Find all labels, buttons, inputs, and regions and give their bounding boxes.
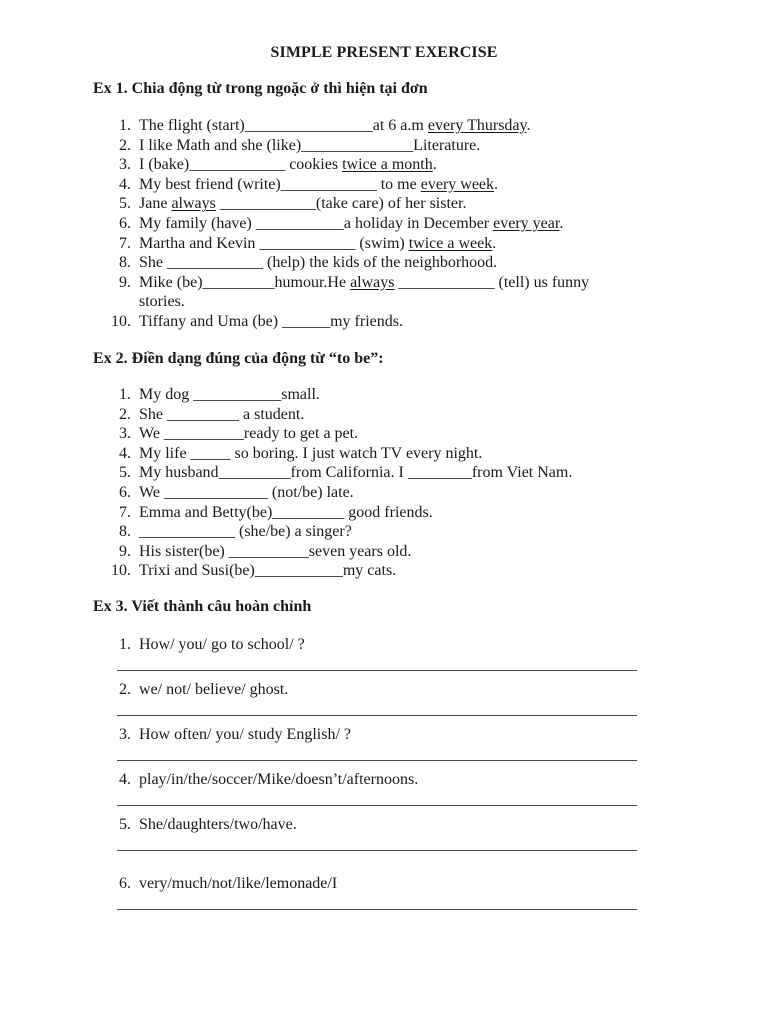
underlined-phrase: twice a week [408, 234, 493, 252]
item-number: 5. [119, 816, 131, 833]
item-text [139, 116, 659, 136]
item-text: She/daughters/two/have. [139, 816, 297, 833]
list-item [93, 873, 693, 895]
text-segment: . [559, 214, 564, 232]
item-number: 3. [119, 726, 131, 743]
list-item [93, 424, 693, 444]
item-text [139, 273, 659, 312]
item-text [139, 155, 659, 175]
item-text: play/in/the/soccer/Mike/doesn’t/afternoons. [139, 771, 419, 788]
list-item [93, 234, 693, 254]
item-number: 9. [119, 542, 131, 560]
page-title: SIMPLE PRESENT EXERCISE [270, 44, 498, 61]
item-number: 8. [119, 523, 131, 541]
list-item [93, 561, 693, 581]
text-segment: The flight (start)________________at 6 a.m [139, 117, 428, 134]
answer-line: _________________________________________________________________ [117, 701, 637, 718]
item-text [139, 214, 659, 234]
item-text: How/ you/ go to school/ ? [139, 636, 305, 653]
text-segment: I like Math and she (like)______________Literature. [139, 136, 481, 154]
item-text: My dog ___________small. [139, 386, 320, 403]
text-segment: My best friend (write)____________ to me [139, 175, 421, 193]
ex1-heading: Ex 1. Chia động từ trong ngoặc ở thì hiện tại đơn [93, 80, 428, 97]
list-item [93, 175, 693, 195]
list-item [93, 814, 693, 836]
text-segment: Martha and Kevin ____________ (swim) [139, 234, 409, 252]
list-item [93, 155, 693, 175]
text-segment: Tiffany and Uma (be) ______my friends. [139, 312, 403, 330]
list-item [93, 136, 693, 156]
list-item [93, 385, 693, 405]
list-item [93, 463, 693, 483]
underlined-phrase: twice a month [342, 156, 433, 174]
list-item [93, 724, 693, 746]
text-segment: . [494, 175, 499, 193]
item-number: 3. [119, 156, 131, 174]
list-item [93, 312, 693, 332]
list-item [93, 483, 693, 503]
item-number: 5. [119, 195, 131, 213]
text-segment: Jane [139, 195, 172, 213]
item-number: 2. [119, 681, 131, 698]
item-number: 8. [119, 254, 131, 272]
item-text [139, 136, 659, 156]
list-item [93, 542, 693, 562]
item-text [139, 175, 659, 195]
list-item [93, 194, 693, 214]
item-number: 9. [119, 273, 131, 291]
item-text: We _____________ (not/be) late. [139, 483, 354, 501]
item-number: 7. [119, 503, 131, 521]
ex3-heading: Ex 3. Viết thành câu hoàn chỉnh [93, 598, 312, 615]
item-number: 10. [111, 312, 131, 330]
item-text: we/ not/ believe/ ghost. [139, 681, 289, 698]
item-number: 7. [119, 234, 131, 252]
item-text: Emma and Betty(be)_________ good friends. [139, 503, 433, 521]
list-item [93, 503, 693, 523]
ex3-list [93, 634, 693, 918]
item-text: My life _____ so boring. I just watch TV every night. [139, 444, 483, 462]
item-text [139, 253, 659, 273]
underlined-phrase: every week [420, 175, 495, 193]
underlined-phrase: always [171, 195, 216, 213]
item-text [139, 194, 659, 214]
list-item [93, 679, 693, 701]
item-number: 10. [111, 562, 131, 580]
list-item [93, 522, 693, 542]
text-segment: . [526, 117, 531, 134]
item-text: She _________ a student. [139, 405, 305, 423]
list-item [93, 769, 693, 791]
text-segment: ____________(take care) of her sister. [215, 195, 467, 213]
item-number: 6. [119, 875, 131, 892]
underlined-phrase: every year [493, 214, 560, 232]
item-number: 6. [119, 214, 131, 232]
list-item [93, 405, 693, 425]
item-number: 5. [119, 464, 131, 482]
item-number: 2. [119, 136, 131, 154]
item-number: 4. [119, 771, 131, 788]
item-text: Trixi and Susi(be)___________my cats. [139, 562, 397, 580]
list-item [93, 273, 693, 312]
text-segment: ____________ (tell) us funny stories. [139, 273, 590, 311]
answer-line: _________________________________________________________________ [117, 656, 637, 673]
list-item [93, 253, 693, 273]
answer-line: _________________________________________________________________ [117, 836, 637, 853]
item-number: 3. [119, 425, 131, 443]
item-text: ____________ (she/be) a singer? [139, 523, 352, 541]
item-number: 1. [119, 117, 131, 134]
list-item [93, 214, 693, 234]
ex2-list [93, 385, 693, 581]
answer-line: _________________________________________________________________ [117, 791, 637, 808]
item-number: 2. [119, 405, 131, 423]
item-text: How often/ you/ study English/ ? [139, 726, 351, 743]
text-segment: She ____________ (help) the kids of the neighborhood. [139, 254, 498, 272]
item-text: very/much/not/like/lemonade/I [139, 875, 338, 892]
answer-line: _________________________________________________________________ [117, 746, 637, 763]
item-text: We __________ready to get a pet. [139, 425, 359, 443]
item-text: His sister(be) __________seven years old. [139, 542, 412, 560]
ex2-heading: Ex 2. Điền dạng đúng của động từ “to be”: [93, 350, 384, 367]
ex1-list [93, 116, 693, 332]
text-segment: I (bake)____________ cookies [139, 156, 343, 174]
list-item [93, 444, 693, 464]
answer-line: _________________________________________________________________ [117, 895, 637, 912]
item-number: 6. [119, 483, 131, 501]
item-text [139, 312, 659, 332]
underlined-phrase: always [350, 273, 395, 291]
underlined-phrase: every Thursday [427, 117, 527, 134]
list-item [93, 634, 693, 656]
text-segment: My family (have) ___________a holiday in December [139, 214, 494, 232]
item-number: 4. [119, 444, 131, 462]
list-item [93, 116, 693, 136]
item-number: 1. [119, 386, 131, 403]
text-segment: Mike (be)_________humour.He [139, 273, 351, 291]
item-text: My husband_________from California. I ________from Viet Nam. [139, 464, 573, 482]
text-segment: . [432, 156, 437, 174]
item-number: 1. [119, 636, 131, 653]
item-text [139, 234, 659, 254]
item-number: 4. [119, 175, 131, 193]
text-segment: . [492, 234, 497, 252]
